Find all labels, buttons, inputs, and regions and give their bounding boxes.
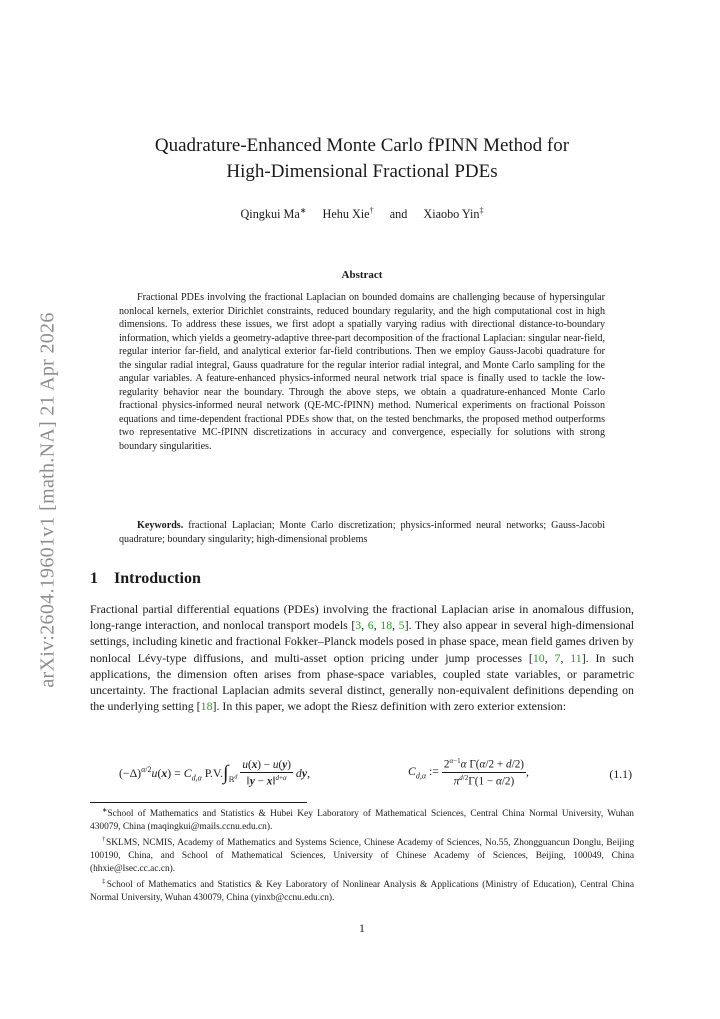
arxiv-identifier-stamp: arXiv:2604.19601v1 [math.NA] 21 Apr 2026 xyxy=(36,312,59,688)
citation-link[interactable]: 11 xyxy=(570,650,582,665)
author-name: Hehu Xie xyxy=(322,207,370,222)
abstract-heading: Abstract xyxy=(341,269,383,281)
citation-link[interactable]: 3 xyxy=(355,618,362,633)
section-heading xyxy=(90,570,201,588)
footnote-affiliation xyxy=(90,805,634,834)
fractional-laplacian-definition: $(-\Delta)^{\alpha/2}u(x) = C_{d,\alpha}$ $P.V.\int_{ℝ^d}$ $\frac{u(x) - u(y)}{‖y - x‖^{d+\alpha}}$ dy, xyxy=(119,759,311,788)
footnote-text: School of Mathematics and Statistics & Hubei Key Laboratory of Mathematical Sciences, Central China Normal University, Wuhan 430079, China (maqingkui@mails.ccnu.edu.cn). xyxy=(90,809,634,833)
title-line-1: Quadrature-Enhanced Monte Carlo fPINN Method for xyxy=(154,135,570,156)
footnote-text: SKLMS, NCMIS, Academy of Mathematics and Systems Science, Chinese Academy of Sciences, No.55, Zhongguancun Donglu, Beijing 100190, China, and School of Mathematical Sciences, University of Chinese Academy of Sciences, Beijing, 100049, China (hhxie@lsec.cc.ac.cn). xyxy=(90,838,635,874)
citation-link[interactable]: 6 xyxy=(367,618,374,633)
equation-1-1 xyxy=(90,757,634,797)
footnotes xyxy=(90,805,634,905)
page-number: 1 xyxy=(359,921,365,935)
intro-text: ]. In this paper, we adopt the Riesz definition with zero exterior extension: xyxy=(212,699,567,714)
normalizing-constant-definition: $C_{d,\alpha}$ := $\frac{2^{\alpha-1}\alpha \Gamma(\alpha/2 + d/2)}{\pi^{d/2}\Gamma(1 - \alpha/2)}$ , xyxy=(408,757,529,788)
footnote-mark: ∗ xyxy=(102,807,108,814)
author-footnote-mark[interactable]: ∗ xyxy=(299,206,307,215)
abstract-text: Fractional PDEs involving the fractional Laplacian on bounded domains are challenging because of hypersingular nonlocal kernels, exterior Dirichlet constraints, reduced boundary regularity, and the high computational cost in high dimensions. To address these issues, we first adopt a spatially varying radius with directional distance-to-boundary information, which yields a geometry-adaptive three-part decomposition of the fractional Laplacian: singular near-field, regular interior far-field, and analytical exterior far-field contributions. Then we employ Gauss-Jacobi quadrature for the singular radial integral, Gauss quadrature for the regular interior radial integral, and Monte Carlo sampling for the angular variables. A feature-enhanced physics-informed neural network trial space is finally used to tackle the low-regularity behavior near the boundary. Through the above steps, we obtain a quadrature-enhanced Monte Carlo fractional physics-informed neural network (QE-MC-fPINN) method. Numerical experiments on fractional Poisson equations and time-dependent fractional PDEs show that, on the tested benchmarks, the proposed method outperforms two representative MC-fPINN discretizations in accuracy and convergence, especially for solutions with strong boundary singularities. xyxy=(119,292,605,453)
intro-text: ]. In such applications, the dimension often arises from phase-space variables, coupled state variables, or parametric uncertainty. The fractional Laplacian admits several distinct, generally non-equivalent definitions depending on the underlying setting [ xyxy=(90,650,634,714)
footnote-mark: † xyxy=(102,835,106,843)
citation-link[interactable]: 5 xyxy=(398,618,405,633)
author-name: Qingkui Ma xyxy=(240,207,300,222)
keywords-label: Keywords. xyxy=(137,520,184,531)
section-title: Introduction xyxy=(114,570,201,587)
title-line-2: High-Dimensional Fractional PDEs xyxy=(226,161,498,182)
citation-link[interactable]: 18 xyxy=(200,699,213,714)
paper-title xyxy=(90,133,634,185)
citation-link[interactable]: 7 xyxy=(554,650,561,665)
footnote-affiliation xyxy=(90,876,634,905)
author-name: Xiaobo Yin xyxy=(423,207,480,222)
keywords-paragraph xyxy=(119,519,605,546)
footnote-affiliation xyxy=(90,834,634,876)
intro-paragraph: Fractional partial differential equations (PDEs) involving the fractional Laplacian arise in anomalous diffusion, long-range interaction, and nonlocal transport models [3, 6, 18, 5]. They also appear in several high-dimensional settings, including kinetic and fractional Fokker–Planck models posed in phase space, mean field games driven by nonlocal Lévy-type diffusions, and multi-asset option pricing under jump processes [10, 7, 11]. In such applications, the dimension often arises from phase-space variables, coupled state variables, or parametric uncertainty. The fractional Laplacian admits several distinct, generally non-equivalent definitions depending on the underlying setting [18]. In this paper, we adopt the Riesz definition with zero exterior extension: xyxy=(90,602,635,714)
footnote-mark: ‡ xyxy=(102,877,107,885)
intro-text: Fractional partial differential equations (PDEs) involving the fractional Laplacian arise in anomalous diffusion, long-range interaction, and nonlocal transport models [ xyxy=(90,602,634,633)
equation-number: (1.1) xyxy=(609,767,632,781)
author-conjunction: and xyxy=(389,207,408,222)
footnote-divider xyxy=(90,802,307,803)
footnote-text: School of Mathematics and Statistics & Key Laboratory of Nonlinear Analysis & Applications (Ministry of Education), Central China Normal University, Wuhan 430079, China (yinxb@ccnu.edu.cn). xyxy=(90,879,635,903)
section-number: 1 xyxy=(90,570,98,587)
author-footnote-mark[interactable]: ‡ xyxy=(479,206,484,215)
intro-text: ]. They also appear in several high-dimensional settings, including kinetic and fractional Fokker–Planck models posed in phase space, mean field games driven by nonlocal Lévy-type diffusions, and multi-asset option pricing under jump processes [ xyxy=(90,618,635,665)
author-list xyxy=(90,206,634,222)
keywords-text: fractional Laplacian; Monte Carlo discretization; physics-informed neural networks; Gauss-Jacobi quadrature; boundary singularity; high-dimensional problems xyxy=(119,520,605,545)
author-footnote-mark[interactable]: † xyxy=(369,206,374,215)
citation-link[interactable]: 18 xyxy=(380,618,393,633)
citation-link[interactable]: 10 xyxy=(532,650,545,665)
